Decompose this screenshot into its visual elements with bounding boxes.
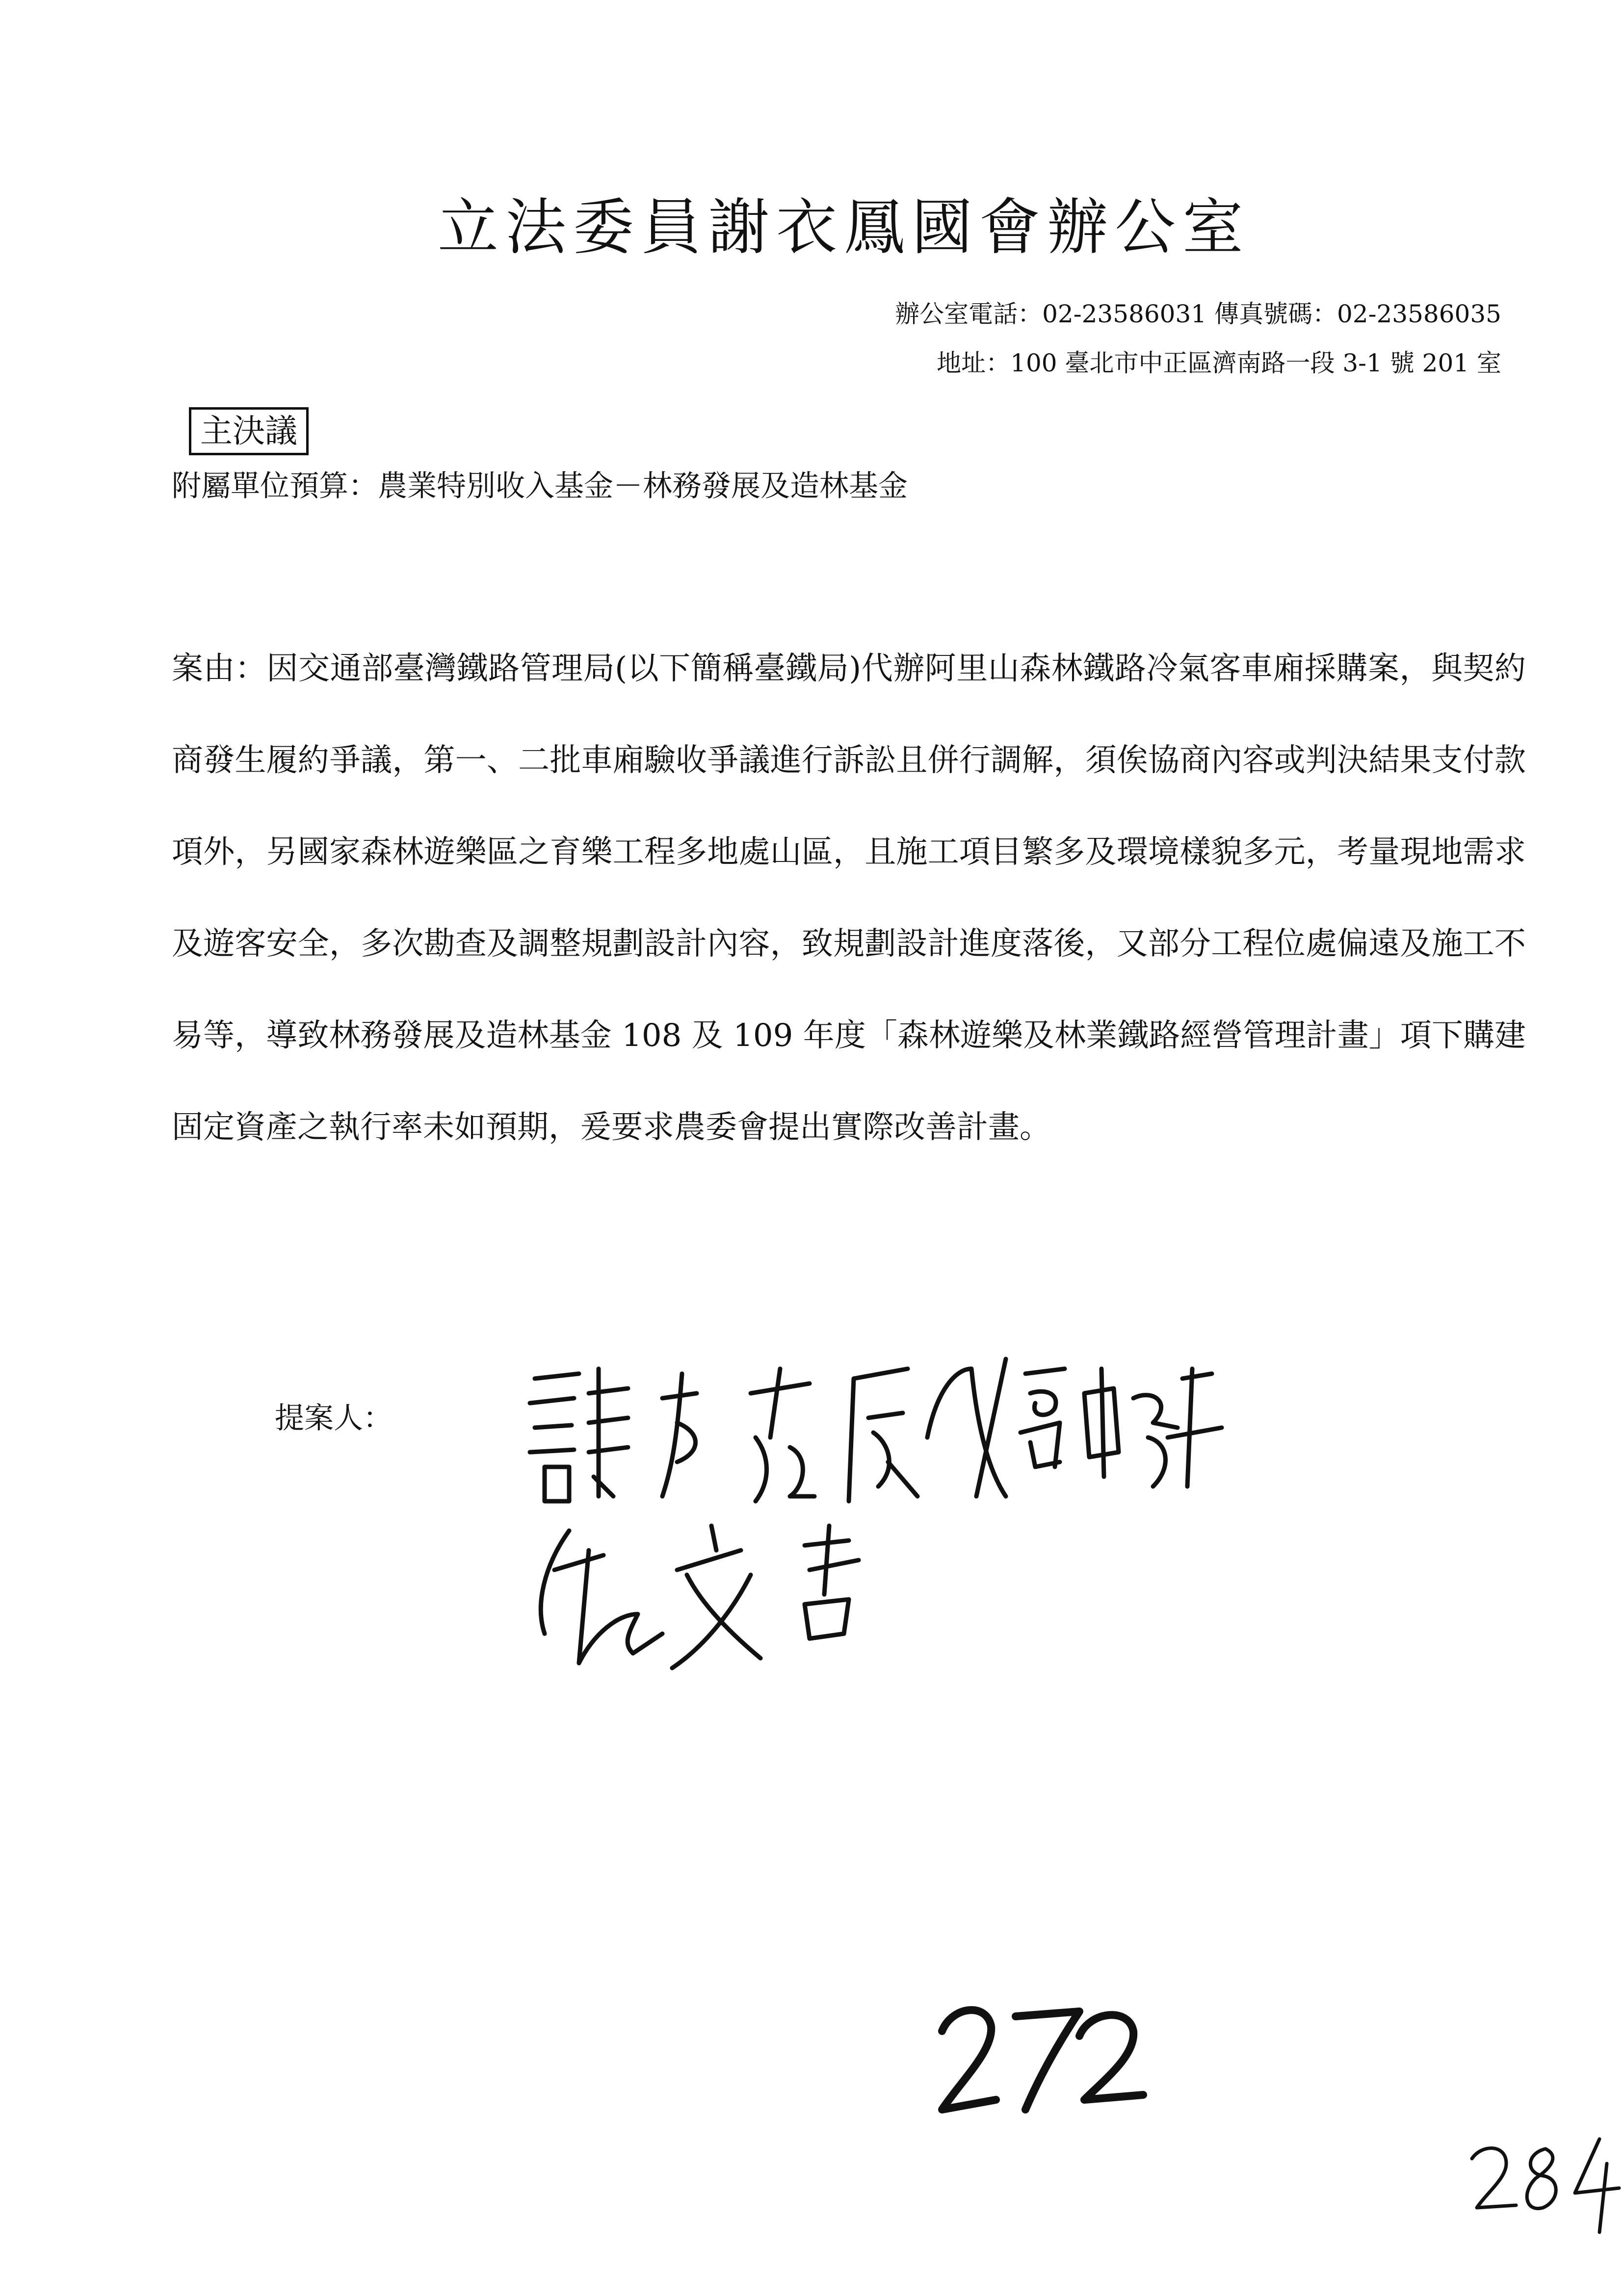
office-title: 立法委員謝衣鳳國會辦公室 [437, 192, 1250, 263]
budget-subtitle: 附屬單位預算：農業特別收入基金－林務發展及造林基金 [172, 469, 908, 503]
handwritten-signatures [515, 1339, 1251, 1673]
document-type-tag: 主決議 [189, 407, 309, 455]
handwritten-page-number-272 [932, 1987, 1153, 2124]
proposer-label: 提案人： [275, 1401, 393, 1435]
case-body-text: 案由：因交通部臺灣鐵路管理局(以下簡稱臺鐵局)代辦阿里山森林鐵路冷氣客車廂採購案，與契約商發生履約爭議，第一、二批車廂驗收爭議進行訴訟且併行調解，須俟協商內容或判決結果支付款項外，另國家森林遊樂區之育樂工程多地處山區，且施工項目繁多及環境樣貌多元，考量現地需求及遊客安全，多次勘查及調整規劃設計內容，致規劃設計進度落後，又部分工程位處偏遠及施工不易等，導致林務發展及造林基金 108 及 109 年度「森林遊樂及林業鐵路經營管理計畫」項下購建固定資產之執行率未如預期，爰要求農委會提出實際改善計畫。 [172, 651, 1526, 1146]
office-phone-fax-line: 辦公室電話：02-23586031 傳真號碼：02-23586035 [895, 300, 1501, 328]
office-address-line: 地址：100 臺北市中正區濟南路一段 3-1 號 201 室 [937, 349, 1501, 377]
handwritten-page-number-284 [1462, 2119, 1624, 2237]
